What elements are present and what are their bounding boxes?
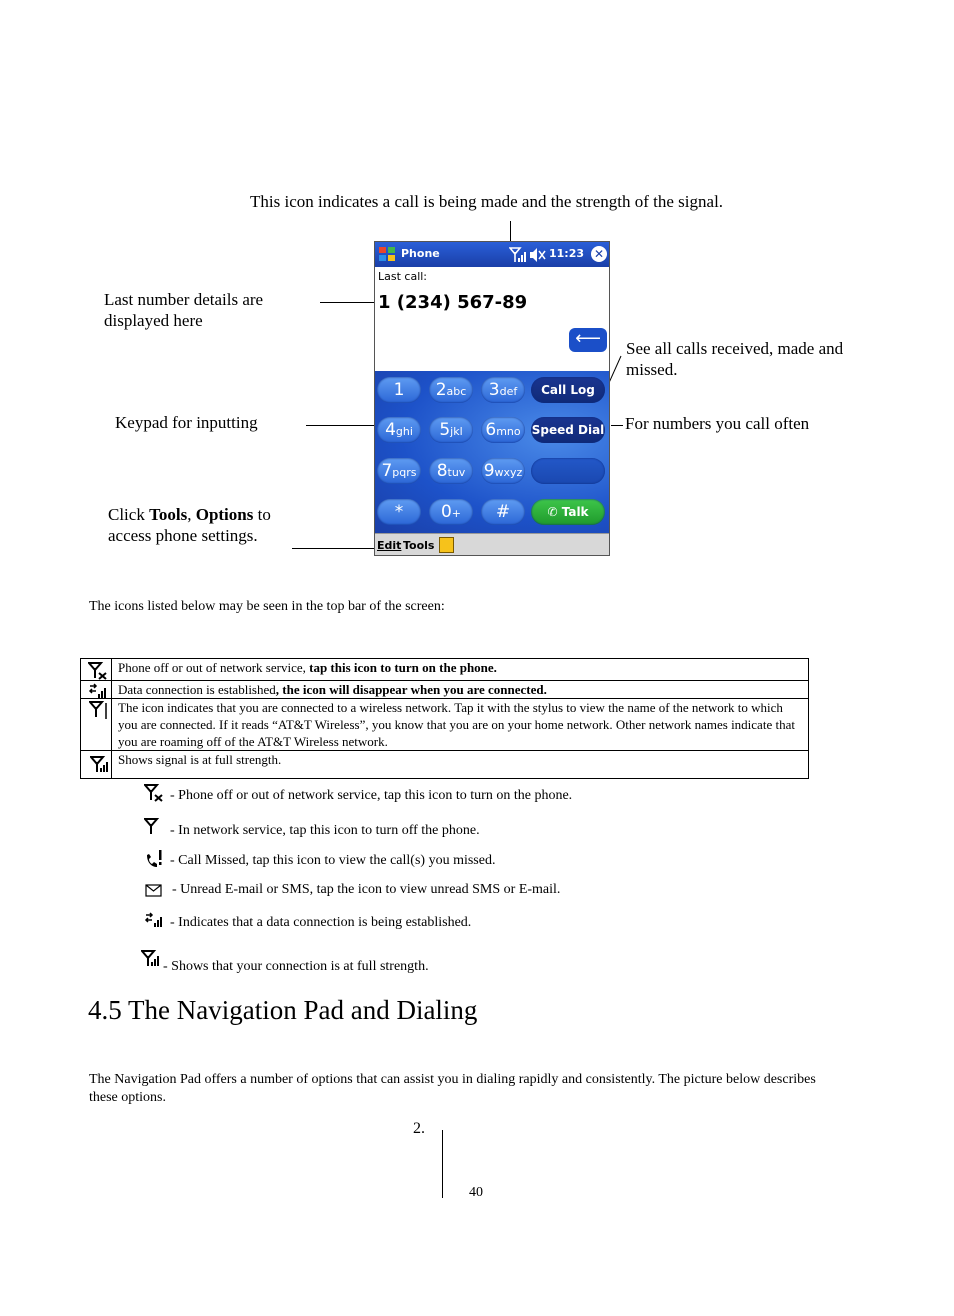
antenna-off-icon xyxy=(144,784,164,802)
signal-icon[interactable] xyxy=(509,247,527,263)
key-2[interactable]: 2abc xyxy=(429,377,473,403)
menu-bar xyxy=(375,533,610,556)
callout-line-signal xyxy=(510,221,511,243)
talk-button[interactable]: ✆ Talk xyxy=(531,499,605,525)
list-item: - Shows that your connection is at full strength. xyxy=(163,959,429,974)
key-hash[interactable]: # xyxy=(481,499,525,525)
full-signal-icon xyxy=(90,756,112,774)
table-cell: Data connection is established, the icon will disappear when you are connected. xyxy=(112,681,809,699)
list-item: - Indicates that a data connection is being established. xyxy=(170,915,472,930)
menu-edit[interactable]: Edit xyxy=(377,539,402,552)
speaker-mute-icon[interactable] xyxy=(529,247,547,263)
blank-button[interactable] xyxy=(531,458,605,484)
table-icon-cell xyxy=(81,659,112,681)
notification-icon[interactable] xyxy=(439,537,454,553)
antenna-icon xyxy=(144,818,164,836)
antenna-off-icon xyxy=(88,662,108,680)
key-3[interactable]: 3def xyxy=(481,377,525,403)
key-4[interactable]: 4ghi xyxy=(377,417,421,443)
callout-tools-options: Click Tools, Options to access phone settings. xyxy=(108,505,271,545)
table-icon-cell xyxy=(81,699,112,751)
table-cell: The icon indicates that you are connected to a wireless network. Tap it with the stylus to view the name of the network to which you are connected. If it reads “AT&T Wireless”, you know that you are on your home network. Other network names indicate that you are roaming off of the AT&T Wireless network. xyxy=(112,699,809,751)
callout-speed-dial: For numbers you call often xyxy=(625,414,810,433)
callout-signal-icon: This icon indicates a call is being made and the strength of the signal. xyxy=(250,192,724,211)
key-9[interactable]: 9wxyz xyxy=(481,458,525,484)
callout-line-last-number xyxy=(320,302,374,303)
icon-table xyxy=(80,658,809,779)
phone-clock[interactable]: 11:23 xyxy=(549,247,585,260)
antenna-icon xyxy=(89,701,109,721)
menu-tools[interactable]: Tools xyxy=(403,539,435,552)
section-heading: 4.5 The Navigation Pad and Dialing xyxy=(88,995,478,1025)
close-icon[interactable]: ✕ xyxy=(591,246,607,262)
callout-call-log: See all calls received, made and missed. xyxy=(626,339,844,379)
icons-intro: The icons listed below may be seen in the top bar of the screen: xyxy=(89,599,445,614)
table-row xyxy=(81,699,809,751)
page-number: 40 xyxy=(469,1185,483,1200)
last-call-number: 1 (234) 567-89 xyxy=(378,292,528,313)
phone-title: Phone xyxy=(401,247,440,260)
table-row xyxy=(81,751,809,779)
key-6[interactable]: 6mno xyxy=(481,417,525,443)
vertical-rule xyxy=(442,1130,443,1198)
call-log-button[interactable]: Call Log xyxy=(531,377,605,403)
table-icon-cell xyxy=(81,751,112,779)
windows-start-icon[interactable] xyxy=(378,245,396,263)
speed-dial-button[interactable]: Speed Dial xyxy=(531,417,605,443)
key-5[interactable]: 5jkl xyxy=(429,417,473,443)
key-0[interactable]: 0+ xyxy=(429,499,473,525)
missed-call-icon xyxy=(144,849,164,869)
envelope-icon xyxy=(145,884,163,898)
callout-line-keypad xyxy=(306,425,374,426)
list-item: - Call Missed, tap this icon to view the call(s) you missed. xyxy=(170,853,496,868)
table-icon-cell xyxy=(81,681,112,699)
table-row xyxy=(81,681,809,699)
list-marker: 2. xyxy=(413,1120,425,1137)
list-item: - In network service, tap this icon to turn off the phone. xyxy=(170,823,480,838)
table-cell: Shows signal is at full strength. xyxy=(112,751,809,779)
full-signal-icon xyxy=(141,950,163,968)
last-call-label: Last call: xyxy=(378,270,428,283)
callout-last-number: Last number details are displayed here xyxy=(104,290,264,330)
keypad xyxy=(375,371,610,533)
handset-icon: ✆ xyxy=(547,505,558,519)
section-body: The Navigation Pad offers a number of options that can assist you in dialing rapidly and consistently. The picture below describes these options. xyxy=(89,1072,816,1105)
key-star[interactable]: * xyxy=(377,499,421,525)
phone-screenshot xyxy=(374,241,610,556)
list-item: - Phone off or out of network service, tap this icon to turn on the phone. xyxy=(170,788,573,803)
data-connection-icon xyxy=(88,682,108,700)
data-connection-icon xyxy=(144,911,164,929)
list-item: - Unread E-mail or SMS, tap the icon to view unread SMS or E-mail. xyxy=(172,882,561,897)
key-7[interactable]: 7pqrs xyxy=(377,458,421,484)
key-8[interactable]: 8tuv xyxy=(429,458,473,484)
callout-keypad: Keypad for inputting xyxy=(115,413,258,432)
phone-title-bar xyxy=(375,242,610,267)
table-cell: Phone off or out of network service, tap this icon to turn on the phone. xyxy=(112,659,809,681)
table-row xyxy=(81,659,809,681)
callout-line-speed-dial xyxy=(611,425,623,426)
backspace-button[interactable]: ⟵ xyxy=(569,328,607,352)
callout-line-tools xyxy=(292,548,376,549)
key-1[interactable]: 1 xyxy=(377,377,421,403)
